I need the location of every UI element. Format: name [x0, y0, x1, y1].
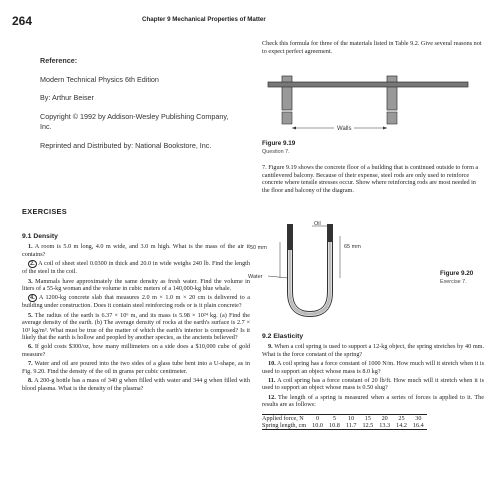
exercise-number: 5. — [28, 311, 33, 319]
running-head: Chapter 9 Mechanical Properties of Matter — [142, 16, 266, 23]
exercise-item — [22, 260, 250, 275]
page-number: 264 — [12, 14, 33, 28]
figure-9-20-title: Figure 9.20 — [440, 270, 474, 277]
exercise-number: 9. — [268, 343, 273, 351]
reference-line: Modern Technical Physics 6th Edition — [40, 74, 159, 84]
exercise-number: 10. — [268, 360, 276, 368]
exercise-item — [22, 377, 250, 392]
exercise-item — [22, 343, 250, 358]
water-label: Water — [248, 274, 263, 280]
exercise-text: A room is 5.0 m long, 4.0 m wide, and 3.0 m high. What is the mass of the air it contains? — [22, 243, 250, 258]
exercise-item — [22, 312, 250, 342]
table-cell: 14.2 — [393, 422, 410, 430]
table-cell: 0 — [309, 414, 326, 422]
exercise-item — [262, 394, 484, 409]
exercise-text: A 200-g bottle has a mass of 340 g when filled with water and 344 g when filled with blood plasma. What is the density of the plasma? — [22, 377, 250, 392]
exercise-number: 12. — [268, 393, 276, 401]
figure-9-20-caption: Exercise 7. — [440, 279, 467, 285]
exercise-number: 8. — [28, 377, 33, 385]
figure-9-19-caption: Question 7. — [262, 149, 290, 155]
table-cell: 10.8 — [326, 422, 343, 430]
question-6-tail: Check this formula for three of the materials listed in Table 9.2. Give several reasons not to expect perfect agreement. — [262, 40, 482, 55]
exercise-item — [22, 278, 250, 293]
walls-label: Walls — [337, 126, 352, 132]
exercise-item — [262, 377, 484, 392]
circled-exercise-number: 4. — [30, 294, 35, 302]
figure-9-19-diagram — [262, 60, 484, 140]
right-dimension-label: 65 mm — [344, 244, 361, 250]
spring-data-table — [262, 414, 427, 431]
exercise-text: When a coil spring is used to support a 12-kg object, the spring stretches by 40 mm. What is the force constant of the spring? — [262, 343, 485, 358]
row-label: Spring length, cm — [262, 422, 309, 430]
table-row — [262, 414, 427, 422]
exercise-item — [22, 294, 250, 309]
table-cell: 25 — [393, 414, 410, 422]
exercises-left-column — [22, 233, 250, 394]
table-cell: 5 — [326, 414, 343, 422]
exercises-heading: EXERCISES — [22, 207, 68, 216]
figure-9-19-title: Figure 9.19 — [262, 140, 296, 147]
section-heading: 9.1 Density — [22, 233, 58, 240]
row-label: Applied force, N — [262, 414, 309, 422]
question-7: 7. Figure 9.19 shows the concrete floor of a building that is continued outside to form a cantilevered balcony. Because of their expense, steel rods are only used to reinforce concrete where tensile stresses occur. Show where reinforcing rods are most needed in the floor and balcony of the diagram. — [262, 164, 479, 194]
exercise-number: 11. — [268, 377, 276, 385]
exercise-text: Mammals have approximately the same density as fresh water. Find the volume in liters of a 55-kg woman and the volume in cubic meters of a 140,000-kg blue whale. — [22, 277, 250, 293]
section-heading: 9.2 Elasticity — [262, 333, 304, 340]
reference-block — [40, 56, 240, 159]
exercise-text: The length of a spring is measured when a series of forces is applied to it. The results are as follows: — [262, 393, 484, 409]
reference-line: Copyright © 1992 by Addison-Wesley Publishing Company, Inc. — [40, 111, 229, 131]
table-cell: 30 — [410, 414, 427, 422]
table-cell: 10.0 — [309, 422, 326, 430]
table-cell: 12.5 — [359, 422, 376, 430]
left-dimension-label: 50 mm — [250, 245, 267, 251]
exercise-number: 6. — [28, 343, 33, 351]
exercise-text: A coil spring has a force constant of 20 lb/ft. How much will it stretch when it is used to support an object whose mass is 0.50 slug? — [262, 377, 484, 392]
exercise-item — [262, 343, 484, 358]
table-cell: 16.4 — [410, 422, 427, 430]
exercise-number: 1. — [28, 243, 33, 251]
table-cell: 10 — [343, 414, 360, 422]
reference-line: By: Arthur Beiser — [40, 93, 94, 102]
reference-line: Reprinted and Distributed by: National Bookstore, Inc. — [40, 140, 212, 150]
oil-label: Oil — [314, 221, 321, 227]
table-cell: 11.7 — [343, 422, 360, 430]
exercises-right-column — [262, 333, 484, 430]
reference-heading: Reference: — [40, 56, 78, 65]
exercise-text: If gold costs $300/oz, how many millimeters on a side does a $10,000 cube of gold measure? — [22, 343, 251, 358]
exercise-text: Water and oil are poured into the two sides of a glass tube bent into a U-shape, as in Fig. 9.20. Find the density of the oil in grams per cubic centimeter. — [22, 360, 250, 375]
circled-exercise-number: 2. — [30, 260, 35, 268]
exercise-text: The radius of the earth is 6.37 × 10⁶ m, and its mass is 5.98 × 10²⁴ kg. (a) Find the average density of the earth. (b) The average density of rocks at the earth's surface is 2.7 × 10³ kg/m³. What must be true of the matter of which the earth's interior is composed? Is it likely that the earth is hollow and peopled by another species, as the ancients believed? — [22, 311, 251, 342]
exercise-item — [262, 360, 484, 375]
exercise-number: 7. — [28, 360, 33, 368]
exercise-item — [22, 243, 250, 258]
exercise-text: A 1200-kg concrete slab that measures 2.0 m × 1.0 m × 20 cm is delivered to a building under construction. Does it contain steel reinforcing rods or is it plain concrete? — [22, 294, 250, 310]
exercise-number: 3. — [28, 277, 33, 285]
table-cell: 15 — [359, 414, 376, 422]
table-cell: 13.3 — [376, 422, 393, 430]
table-row — [262, 422, 427, 430]
exercise-item — [22, 360, 250, 375]
exercise-text: A coil of sheet steel 0.0300 in thick and 20.0 in wide weighs 240 lb. Find the length of the steel in the coil. — [22, 260, 250, 276]
exercise-text: A coil spring has a force constant of 1000 N/m. How much will it stretch when it is used to support an object whose mass is 8.0 kg? — [262, 360, 484, 375]
table-cell: 20 — [376, 414, 393, 422]
